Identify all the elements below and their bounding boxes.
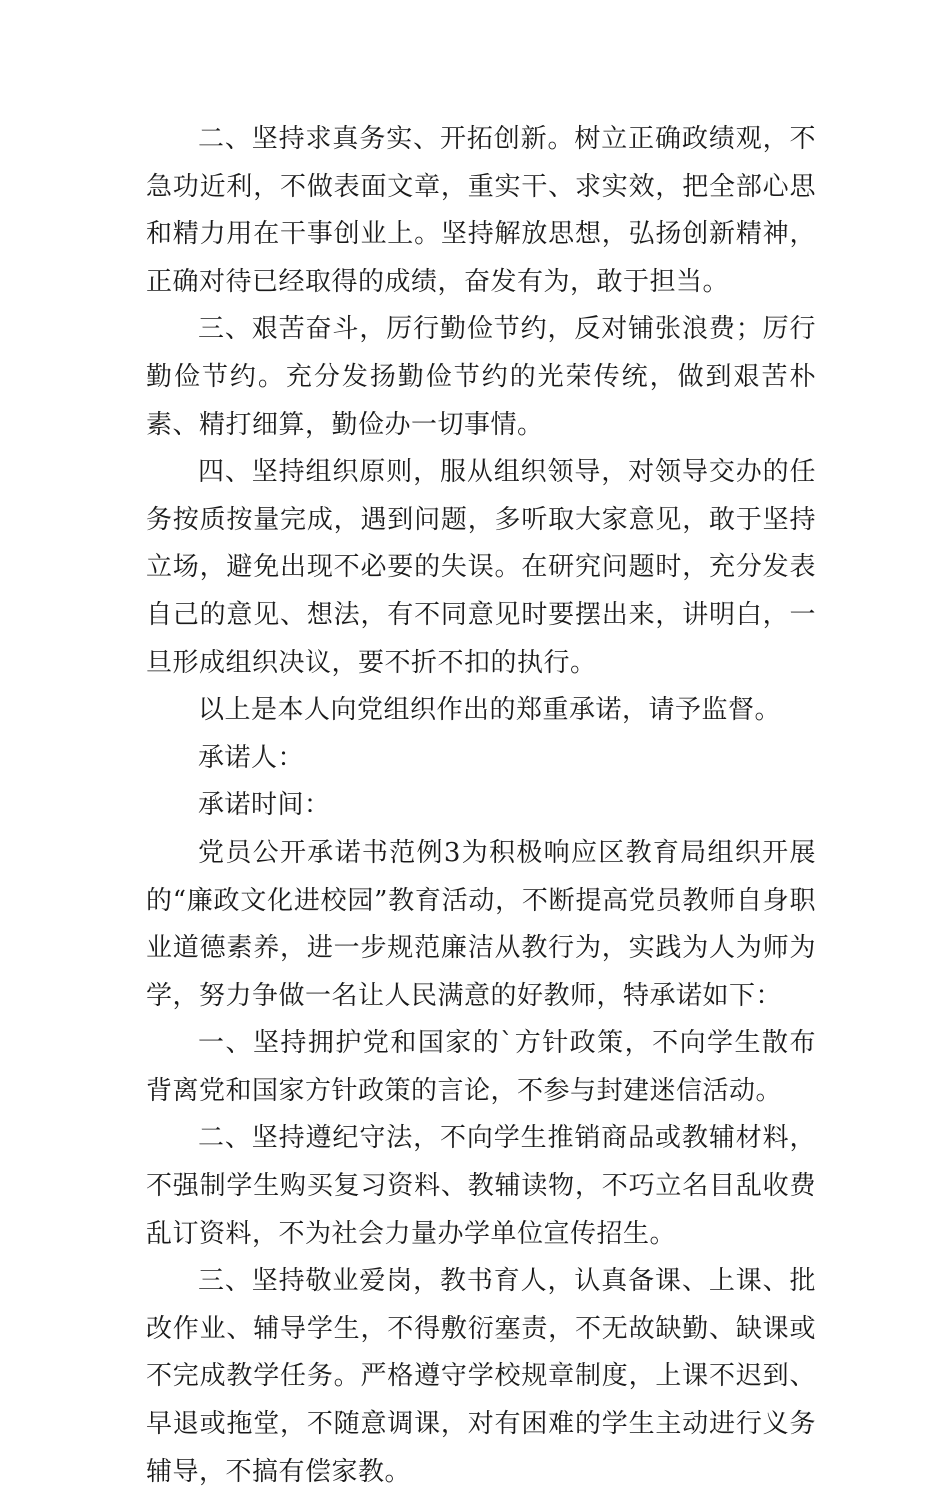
- paragraph-closing-statement: 以上是本人向党组织作出的郑重承诺，请予监督。: [198, 695, 782, 726]
- paragraph-teacher-pledge-2: 二、坚持遵纪守法，不向学生推销商品或教辅材料，不强制学生购买复习资料、教辅读物，不巧立名目乱收费乱订资料，不为社会力量办学单位宣传招生。: [146, 1123, 816, 1249]
- paragraph-signer-label: 承诺人：: [198, 742, 305, 773]
- paragraph-pledge-4: 四、坚持组织原则，服从组织领导，对领导交办的任务按质按量完成，遇到问题，多听取大家意见，敢于坚持立场，避免出现不必要的失误。在研究问题时，充分发表自己的意见、想法，有不同意见时要摆出来，讲明白，一旦形成组织决议，要不折不扣的执行。: [146, 457, 816, 678]
- paragraph-pledge-2: 二、坚持求真务实、开拓创新。树立正确政绩观，不急功近利，不做表面文章，重实干、求实效，把全部心思和精力用在干事创业上。坚持解放思想，弘扬创新精神，正确对待已经取得的成绩，奋发有为，敢于担当。: [146, 124, 816, 297]
- document-body: [146, 116, 816, 1496]
- paragraph-date-label: 承诺时间：: [198, 790, 331, 821]
- paragraph-teacher-pledge-1: 一、坚持拥护党和国家的`方针政策，不向学生散布背离党和国家方针政策的言论，不参与封建迷信活动。: [146, 1028, 816, 1106]
- paragraph-example-3-intro: 党员公开承诺书范例3为积极响应区教育局组织开展的“廉政文化进校园”教育活动，不断提高党员教师自身职业道德素养，进一步规范廉洁从教行为，实践为人为师为学，努力争做一名让人民满意的好教师，特承诺如下：: [146, 837, 816, 1011]
- paragraph-pledge-3: 三、艰苦奋斗，厉行勤俭节约，反对铺张浪费；厉行勤俭节约。充分发扬勤俭节约的光荣传统，做到艰苦朴素、精打细算，勤俭办一切事情。: [146, 314, 816, 440]
- paragraph-teacher-pledge-3: 三、坚持敬业爱岗，教书育人，认真备课、上课、批改作业、辅导学生，不得敷衍塞责，不无故缺勤、缺课或不完成教学任务。严格遵守学校规章制度，上课不迟到、早退或拖堂，不随意调课，对有困难的学生主动进行义务辅导，不搞有偿家教。: [146, 1266, 816, 1487]
